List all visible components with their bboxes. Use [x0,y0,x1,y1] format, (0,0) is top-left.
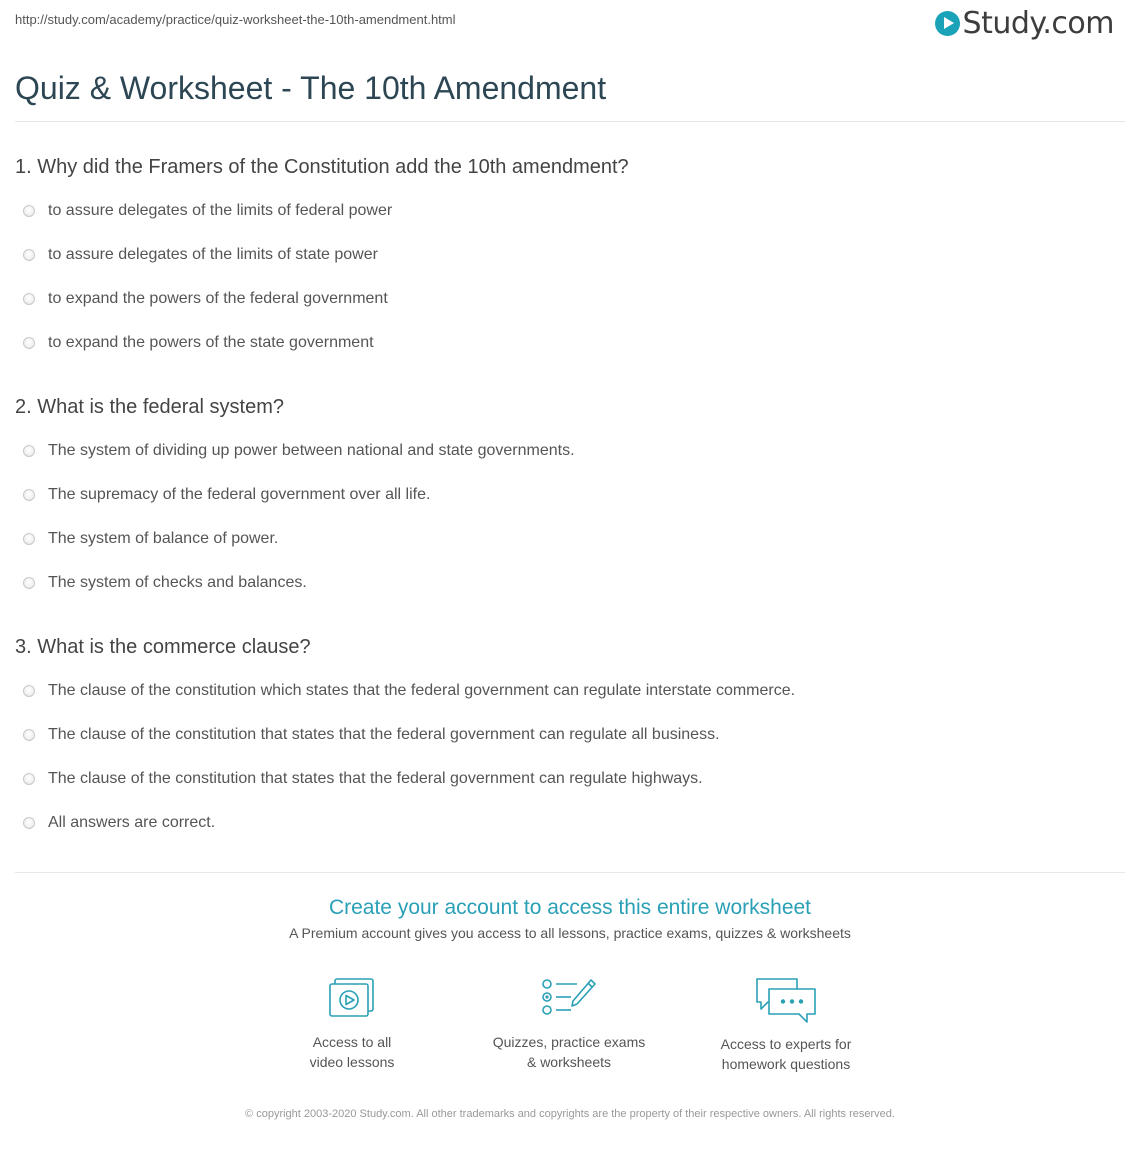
quiz-checklist-icon [541,976,597,1020]
option-label: All answers are correct. [48,814,216,831]
cta-divider [15,872,1125,873]
feature-quizzes [469,976,669,1072]
feature-label: Access to experts for homework questions [720,1036,852,1072]
title-divider [15,121,1125,122]
answer-option[interactable] [15,760,1125,804]
option-label: The system of balance of power. [48,530,279,547]
study-logo[interactable] [935,6,1114,41]
question-3 [15,634,1125,848]
radio-button[interactable] [23,773,35,785]
radio-button[interactable] [23,337,35,349]
question-text: 2. What is the federal system? [15,396,285,418]
cta-subtitle: A Premium account gives you access to all lessons, practice exams, quizzes & worksheets [289,925,851,941]
answer-option[interactable] [15,520,1125,564]
option-label: The system of checks and balances. [48,574,307,591]
answer-option[interactable] [15,432,1125,476]
answer-option[interactable] [15,236,1125,280]
radio-button[interactable] [23,205,35,217]
answer-option[interactable] [15,716,1125,760]
question-2 [15,394,1125,608]
answer-option[interactable] [15,280,1125,324]
answer-option[interactable] [15,804,1125,848]
question-text: 3. What is the commerce clause? [15,636,311,658]
option-label: to expand the powers of the state government [48,334,374,351]
answer-option[interactable] [15,476,1125,520]
option-label: to expand the powers of the federal government [48,290,388,307]
answer-option[interactable] [15,192,1125,236]
radio-button[interactable] [23,577,35,589]
feature-experts [686,976,886,1074]
question-text: 1. Why did the Framers of the Constitution add the 10th amendment? [15,156,629,178]
radio-button[interactable] [23,729,35,741]
option-label: The clause of the constitution that states that the federal government can regulate all business. [48,726,720,743]
feature-video-lessons [252,976,452,1072]
copyright-notice: © copyright 2003-2020 Study.com. All other trademarks and copyrights are the property of their respective owners. All rights reserved. [245,1108,895,1120]
radio-button[interactable] [23,293,35,305]
answer-option[interactable] [15,324,1125,368]
option-label: The clause of the constitution which states that the federal government can regulate interstate commerce. [48,682,796,699]
radio-button[interactable] [23,249,35,261]
answer-option[interactable] [15,564,1125,608]
option-label: The system of dividing up power between national and state governments. [48,442,575,459]
radio-button[interactable] [23,489,35,501]
page-title: Quiz & Worksheet - The 10th Amendment [15,70,607,106]
option-label: The supremacy of the federal government over all life. [48,486,431,503]
logo-text: Study.com [962,6,1114,41]
feature-label: Quizzes, practice exams & worksheets [492,1034,646,1070]
radio-button[interactable] [23,533,35,545]
signup-cta [0,896,1140,941]
option-label: The clause of the constitution that states that the federal government can regulate highways. [48,770,703,787]
play-logo-icon [935,11,960,36]
radio-button[interactable] [23,817,35,829]
page-url: http://study.com/academy/practice/quiz-worksheet-the-10th-amendment.html [15,12,456,27]
radio-button[interactable] [23,445,35,457]
video-lessons-icon [326,976,378,1020]
feature-label: Access to all video lessons [309,1034,395,1070]
chat-bubbles-icon [754,976,818,1028]
question-1 [15,154,1125,368]
option-label: to assure delegates of the limits of state power [48,246,378,263]
answer-option[interactable] [15,672,1125,716]
top-bar [0,0,1140,46]
radio-button[interactable] [23,685,35,697]
cta-title-link[interactable]: Create your account to access this entire worksheet [328,896,812,919]
option-label: to assure delegates of the limits of federal power [48,202,393,219]
